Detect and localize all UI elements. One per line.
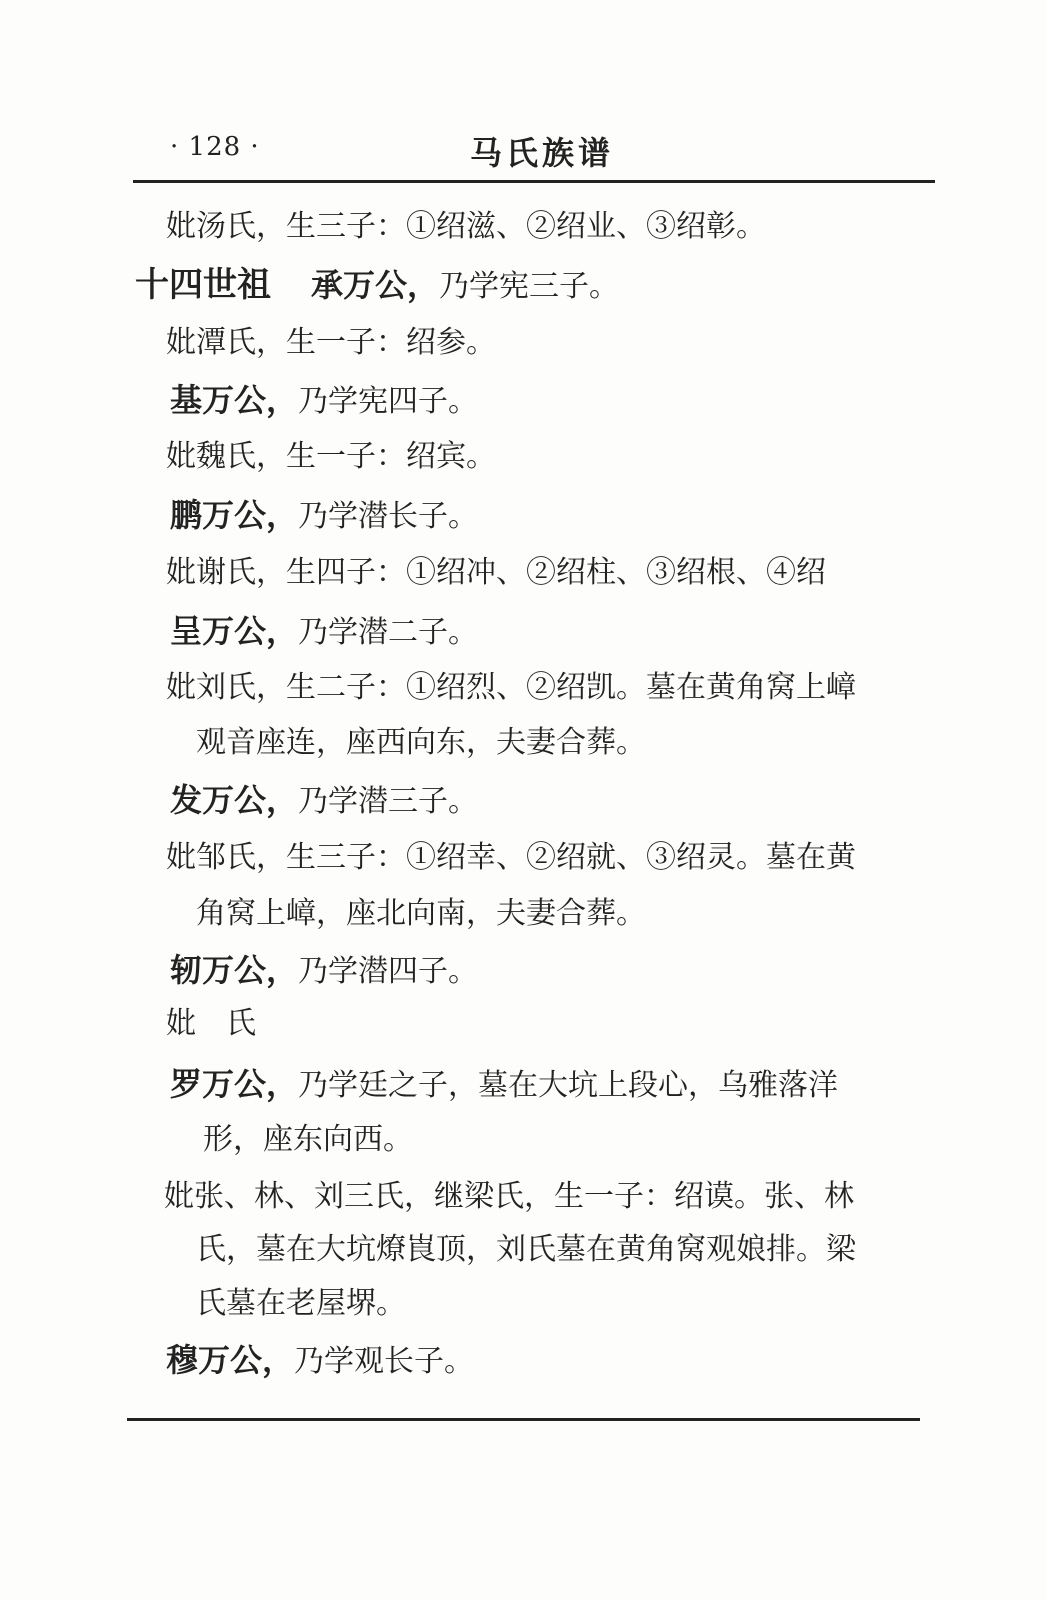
ancestor-name: 穆万公， — [166, 1341, 295, 1379]
ancestor-name: 基万公， — [170, 381, 299, 419]
ancestor-name: 发万公， — [170, 781, 299, 819]
entry-line — [170, 380, 478, 422]
entry-line — [166, 838, 856, 878]
entry-line — [170, 950, 478, 992]
entry-text: 生一子：绍宾。 — [286, 439, 496, 474]
entry-line — [170, 611, 478, 653]
entry-text: 生二子：①绍烈、②绍凯。墓在黄角窝上嶂 — [286, 670, 856, 705]
wife-name: 妣谢氏， — [166, 555, 286, 590]
entry-text: 乃学观长子。 — [294, 1344, 475, 1379]
entry-continuation — [196, 894, 646, 934]
wife-name: 妣张、林、刘三氏，继梁氏， — [164, 1179, 554, 1214]
entry-text: 生一子：绍参。 — [286, 325, 496, 360]
entry-text: 形，座东向西。 — [203, 1122, 413, 1157]
entry-text: 观音座连，座西向东，夫妻合葬。 — [196, 725, 646, 760]
entry-line — [166, 553, 826, 593]
wife-name: 妣汤氏， — [166, 209, 286, 244]
entry-line — [166, 668, 856, 708]
entry-line — [170, 495, 478, 537]
entry-text: 乃学潜二子。 — [298, 615, 479, 650]
entry-line — [170, 1064, 838, 1106]
entry-line — [166, 207, 766, 247]
entry-text: 角窝上嶂，座北向南，夫妻合葬。 — [196, 896, 646, 931]
entry-text: 生一子：绍谟。张、林 — [554, 1179, 854, 1214]
entry-continuation — [196, 723, 646, 763]
entry-continuation — [196, 1284, 406, 1324]
entry-text: 氏，墓在大坑燎崀顶，刘氏墓在黄角窝观娘排。梁 — [196, 1232, 856, 1267]
entry-continuation — [196, 1230, 856, 1270]
entry-text: 生四子：①绍冲、②绍柱、③绍根、④绍 — [286, 555, 826, 590]
ancestor-name: 承万公， — [311, 266, 440, 304]
entry-line — [164, 1177, 854, 1217]
footer-rule — [127, 1418, 920, 1421]
entry-text: 乃学宪三子。 — [439, 269, 620, 304]
ancestor-name: 轫万公， — [170, 951, 299, 989]
entry-text: 乃学潜三子。 — [298, 784, 479, 819]
ancestor-name: 呈万公， — [170, 612, 299, 650]
generation-label: 十四世祖 — [135, 265, 271, 305]
entry-text: 乃学廷之子，墓在大坑上段心，乌雅落洋 — [298, 1068, 839, 1103]
ancestor-name: 罗万公， — [170, 1065, 299, 1103]
entry-text: 氏墓在老屋堺。 — [196, 1286, 406, 1321]
entry-text: 生三子：①绍幸、②绍就、③绍灵。墓在黄 — [286, 840, 856, 875]
entry-line — [166, 437, 496, 477]
entry-text: 乃学潜长子。 — [298, 499, 479, 534]
header-rule — [133, 180, 935, 183]
wife-name: 妣 氏 — [166, 1006, 256, 1041]
wife-name: 妣潭氏， — [166, 325, 286, 360]
generation-heading — [135, 265, 619, 307]
wife-name: 妣邹氏， — [166, 840, 286, 875]
entry-line — [166, 1340, 474, 1382]
entry-continuation — [203, 1120, 413, 1160]
entry-line — [170, 780, 478, 822]
ancestor-name: 鹏万公， — [170, 496, 299, 534]
entry-line — [166, 323, 496, 363]
entry-text: 生三子：①绍滋、②绍业、③绍彰。 — [286, 209, 766, 244]
entry-line — [166, 1004, 256, 1044]
wife-name: 妣刘氏， — [166, 670, 286, 705]
wife-name: 妣魏氏， — [166, 439, 286, 474]
entry-text: 乃学潜四子。 — [298, 954, 479, 989]
page-number: · 128 · — [170, 132, 260, 162]
entry-text: 乃学宪四子。 — [298, 384, 479, 419]
book-title: 马氏族谱 — [470, 134, 615, 172]
